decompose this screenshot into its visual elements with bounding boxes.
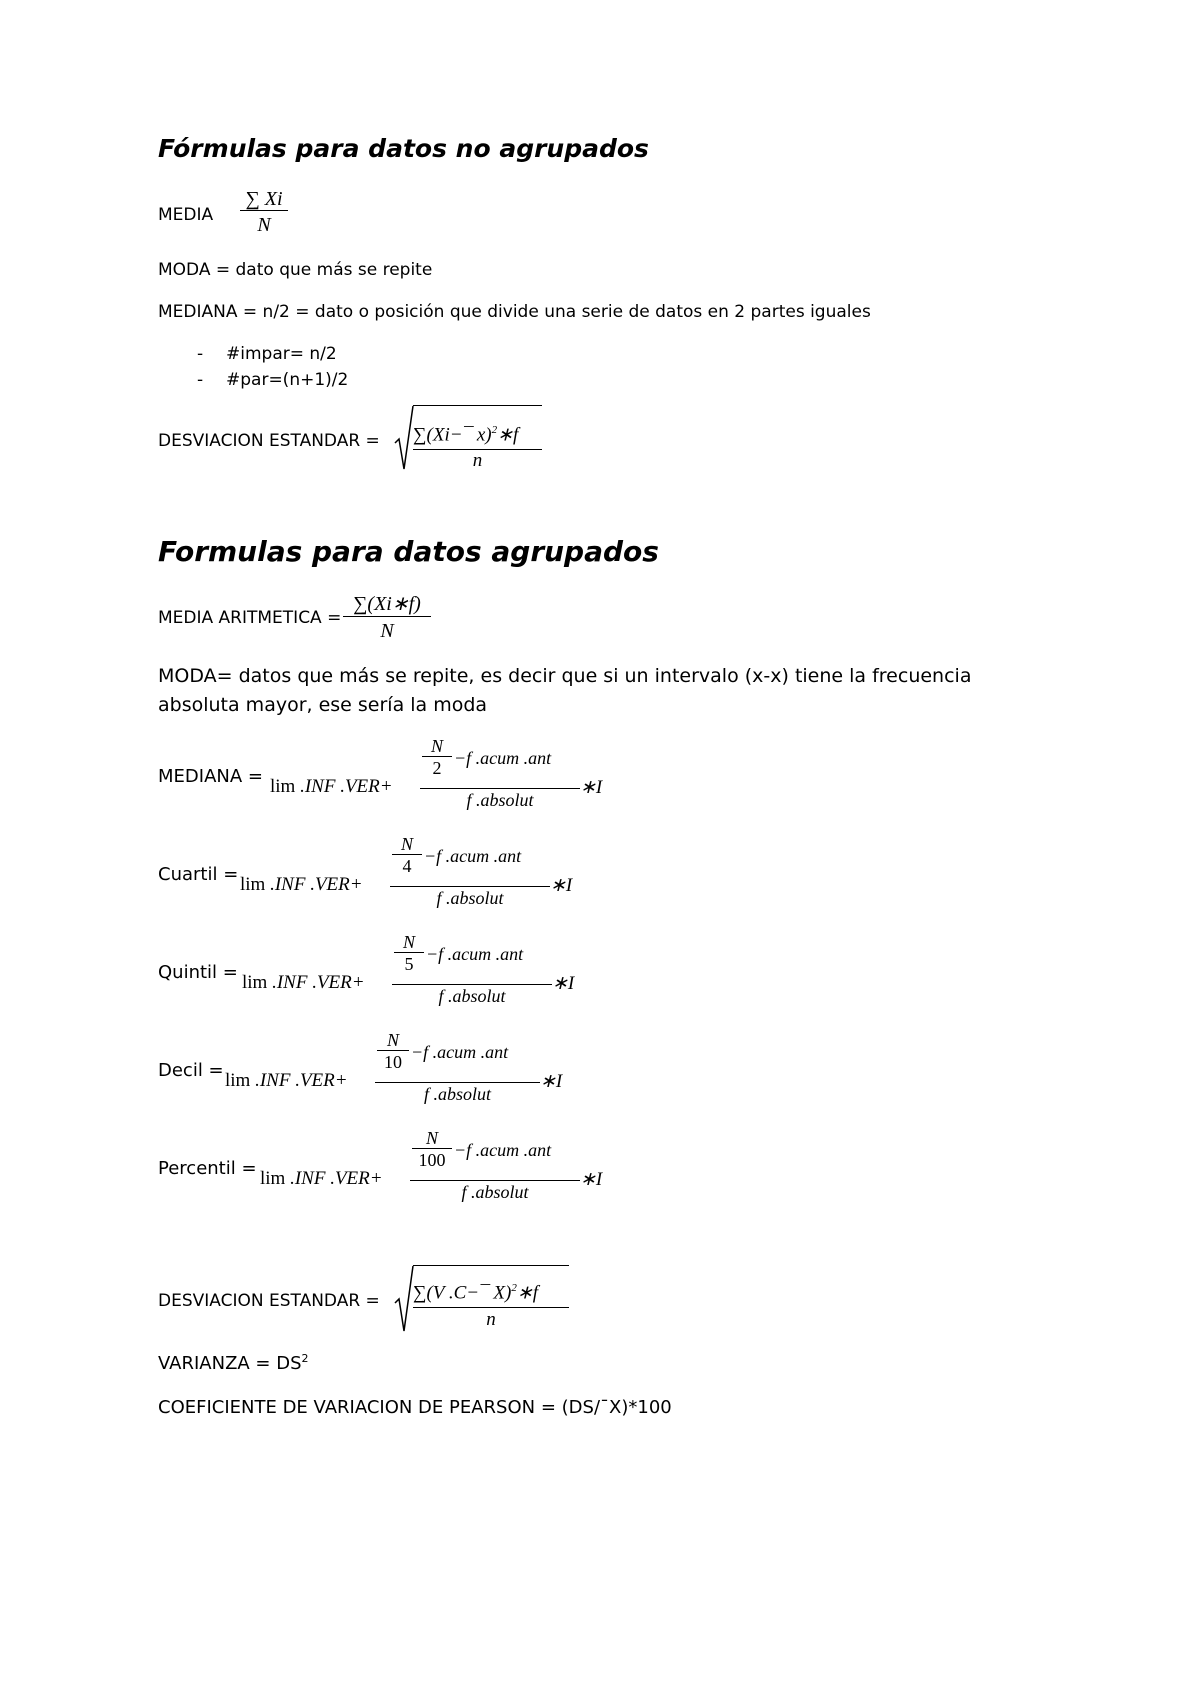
section-title: Fórmulas para datos no agrupados: [158, 134, 649, 163]
inner-numerator: N: [422, 736, 452, 757]
sqrt-symbol: [394, 405, 414, 471]
bullet-text: #impar= n/2: [226, 344, 337, 364]
acum-term: −f .acum .ant: [411, 1042, 509, 1062]
desviacion-denominator: n: [472, 450, 483, 471]
media-numerator: ∑ Xi: [240, 188, 288, 211]
fraction-bar: [392, 984, 552, 985]
sigma-symbol: ∑: [413, 1282, 427, 1304]
inner-divisor: 4: [402, 856, 412, 876]
absolut-term: f .absolut: [461, 1182, 529, 1202]
exponent: 2: [511, 1282, 517, 1294]
lim-expression: [260, 1168, 383, 1190]
quantile-label: Quintil =: [158, 962, 238, 983]
term: (Xi−¯ x): [426, 424, 492, 446]
fraction-bar: [390, 886, 550, 887]
acum-term: −f .acum .ant: [454, 1140, 552, 1160]
absolut-term: f .absolut: [466, 790, 534, 810]
lim-expression: [240, 874, 363, 896]
quantile-label: MEDIANA =: [158, 766, 263, 787]
times-term: ∗I: [540, 1071, 563, 1092]
media-label: MEDIA: [158, 205, 214, 225]
lim-expression: [270, 776, 393, 798]
acum-term: −f .acum .ant: [424, 846, 522, 866]
inner-divisor: 10: [384, 1052, 402, 1072]
exponent: 2: [491, 424, 498, 436]
desviacion-label: DESVIACION ESTANDAR =: [158, 1291, 380, 1311]
desviacion-label: DESVIACION ESTANDAR =: [158, 431, 380, 451]
inner-numerator: N: [377, 1030, 409, 1051]
bullet-dash: -: [197, 344, 204, 364]
desviacion-numerator: [413, 1276, 569, 1308]
section-title: Formulas para datos agrupados: [158, 535, 659, 568]
inner-numerator: N: [392, 834, 422, 855]
pearson-text: COEFICIENTE DE VARIACION DE PEARSON = (DS/¯X)*100: [158, 1397, 672, 1418]
inner-numerator: N: [394, 932, 424, 953]
lim-word: lim: [270, 776, 296, 797]
sqrt-overline: [413, 405, 542, 406]
lim-expression: [225, 1070, 348, 1092]
quantile-label: Percentil =: [158, 1158, 257, 1179]
quantile-label: Decil =: [158, 1060, 224, 1081]
times-term: ∗I: [580, 777, 603, 798]
moda-paragraph: absoluta mayor, ese sería la moda: [158, 694, 488, 716]
lim-expression: [242, 972, 365, 994]
varianza-text: [158, 1352, 309, 1374]
absolut-term: f .absolut: [423, 1084, 491, 1104]
exponent: 2: [301, 1352, 309, 1365]
term: (V .C−¯ X): [426, 1282, 512, 1304]
sqrt-symbol: [394, 1265, 414, 1333]
inner-divisor: 2: [432, 758, 442, 778]
varianza-label: VARIANZA = DS: [158, 1353, 302, 1374]
lim-word: lim: [242, 972, 268, 993]
media-aritmetica-denominator: N: [380, 620, 394, 642]
fraction-bar: [375, 1082, 540, 1083]
lim-word: lim: [225, 1070, 251, 1091]
lim-word: lim: [260, 1168, 286, 1189]
acum-term: −f .acum .ant: [426, 944, 524, 964]
lim-term: .INF .VER+: [265, 874, 363, 895]
bullet-text: #par=(n+1)/2: [226, 370, 349, 390]
inner-divisor: 100: [418, 1150, 446, 1170]
moda-text: MODA = dato que más se repite: [158, 260, 433, 280]
fraction-bar: [410, 1180, 580, 1181]
times-term: ∗I: [550, 875, 573, 896]
inner-numerator: N: [412, 1128, 452, 1149]
quantile-label: Cuartil =: [158, 864, 239, 885]
inner-divisor: 5: [404, 954, 414, 974]
mediana-text: MEDIANA = n/2 = dato o posición que divide una serie de datos en 2 partes iguales: [158, 302, 871, 322]
lim-term: .INF .VER+: [267, 972, 365, 993]
times-term: ∗I: [580, 1169, 603, 1190]
acum-term: −f .acum .ant: [454, 748, 552, 768]
media-denominator: N: [257, 214, 271, 236]
sigma-symbol: ∑: [413, 424, 427, 446]
desviacion-numerator: [413, 418, 542, 450]
desviacion-denominator: n: [486, 1309, 496, 1330]
media-aritmetica-label: MEDIA ARITMETICA =: [158, 608, 342, 628]
lim-term: .INF .VER+: [295, 776, 393, 797]
absolut-term: f .absolut: [438, 986, 506, 1006]
bullet-dash: -: [197, 370, 204, 390]
lim-term: .INF .VER+: [285, 1168, 383, 1189]
absolut-term: f .absolut: [436, 888, 504, 908]
moda-paragraph: MODA= datos que más se repite, es decir que si un intervalo (x-x) tiene la frecuencia: [158, 665, 972, 687]
term: ∗f: [497, 424, 519, 446]
media-aritmetica-numerator: ∑(Xi∗f): [343, 592, 431, 617]
sqrt-overline: [413, 1265, 569, 1266]
lim-word: lim: [240, 874, 266, 895]
times-term: ∗I: [552, 973, 575, 994]
term: ∗f: [516, 1282, 539, 1304]
lim-term: .INF .VER+: [250, 1070, 348, 1091]
fraction-bar: [420, 788, 580, 789]
